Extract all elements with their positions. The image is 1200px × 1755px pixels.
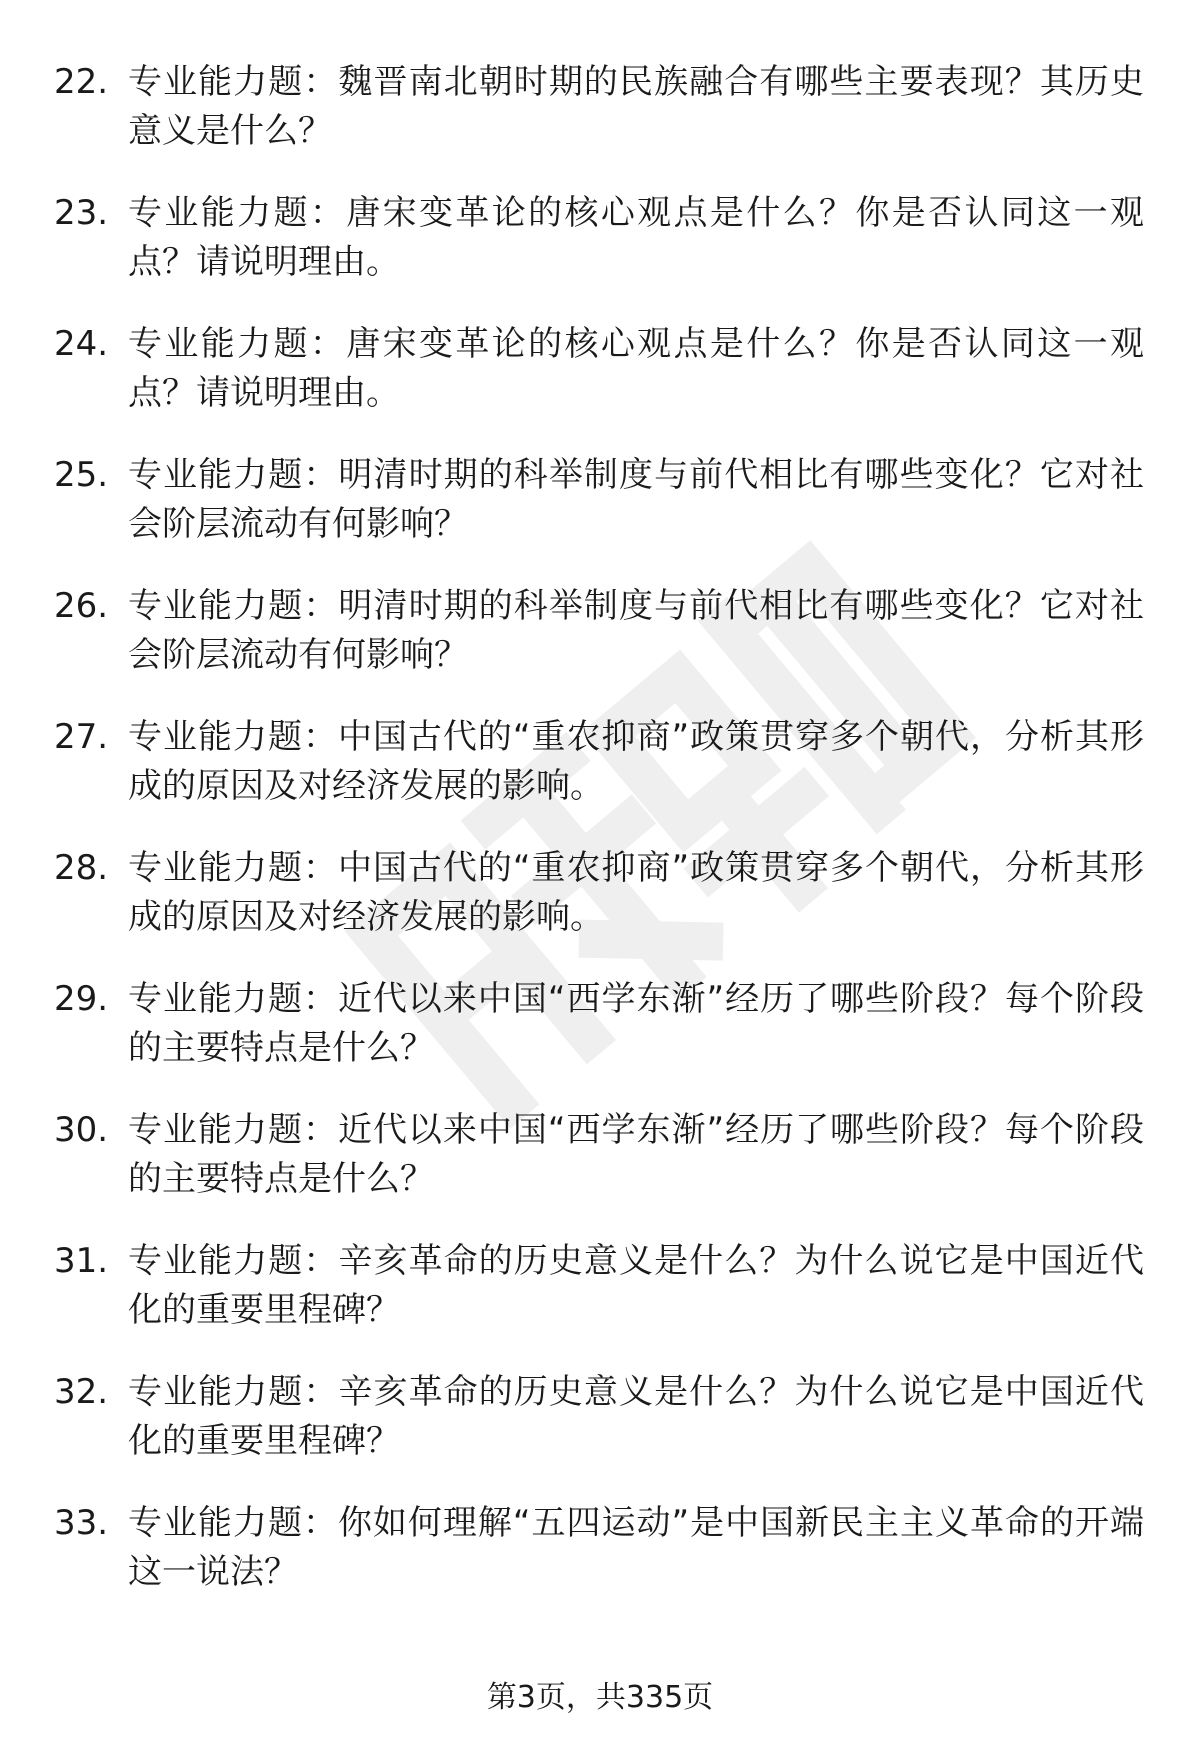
list-item bbox=[0, 58, 1200, 156]
question-text: 专业能力题：辛亥革命的历史意义是什么？为什么说它是中国近代化的重要里程碑？ bbox=[128, 1241, 1144, 1330]
question-text: 专业能力题：你如何理解“五四运动”是中国新民主主义革命的开端这一说法？ bbox=[128, 1503, 1144, 1592]
question-number: 28. bbox=[54, 848, 109, 888]
question-text: 专业能力题：唐宋变革论的核心观点是什么？你是否认同这一观点？请说明理由。 bbox=[128, 324, 1144, 413]
question-text: 专业能力题：中国古代的“重农抑商”政策贯穿多个朝代，分析其形成的原因及对经济发展的影响。 bbox=[128, 717, 1144, 806]
question-text: 专业能力题：魏晋南北朝时期的民族融合有哪些主要表现？其历史意义是什么？ bbox=[128, 62, 1144, 151]
list-item bbox=[0, 844, 1200, 942]
question-text: 专业能力题：近代以来中国“西学东渐”经历了哪些阶段？每个阶段的主要特点是什么？ bbox=[128, 1110, 1144, 1199]
question-number: 32. bbox=[54, 1372, 109, 1412]
question-text: 专业能力题：明清时期的科举制度与前代相比有哪些变化？它对社会阶层流动有何影响？ bbox=[128, 586, 1144, 675]
list-item bbox=[0, 320, 1200, 418]
list-item bbox=[0, 451, 1200, 549]
page-number: 第3页，共335页 bbox=[486, 1680, 714, 1715]
question-text: 专业能力题：唐宋变革论的核心观点是什么？你是否认同这一观点？请说明理由。 bbox=[128, 193, 1144, 282]
question-text: 专业能力题：近代以来中国“西学东渐”经历了哪些阶段？每个阶段的主要特点是什么？ bbox=[128, 979, 1144, 1068]
list-item bbox=[0, 189, 1200, 287]
question-number: 31. bbox=[54, 1241, 109, 1281]
list-item bbox=[0, 1106, 1200, 1204]
question-number: 25. bbox=[54, 455, 109, 495]
question-text: 专业能力题：中国古代的“重农抑商”政策贯穿多个朝代，分析其形成的原因及对经济发展的影响。 bbox=[128, 848, 1144, 937]
question-text: 专业能力题：辛亥革命的历史意义是什么？为什么说它是中国近代化的重要里程碑？ bbox=[128, 1372, 1144, 1461]
list-item bbox=[0, 975, 1200, 1073]
question-number: 23. bbox=[54, 193, 109, 233]
list-item bbox=[0, 582, 1200, 680]
list-item bbox=[0, 1237, 1200, 1335]
question-number: 33. bbox=[54, 1503, 109, 1543]
question-number: 22. bbox=[54, 62, 109, 102]
question-number: 30. bbox=[54, 1110, 109, 1150]
list-item bbox=[0, 1368, 1200, 1466]
question-number: 26. bbox=[54, 586, 109, 626]
question-number: 24. bbox=[54, 324, 109, 364]
question-number: 27. bbox=[54, 717, 109, 757]
question-number: 29. bbox=[54, 979, 109, 1019]
list-item bbox=[0, 1499, 1200, 1597]
question-text: 专业能力题：明清时期的科举制度与前代相比有哪些变化？它对社会阶层流动有何影响？ bbox=[128, 455, 1144, 544]
list-item bbox=[0, 713, 1200, 811]
